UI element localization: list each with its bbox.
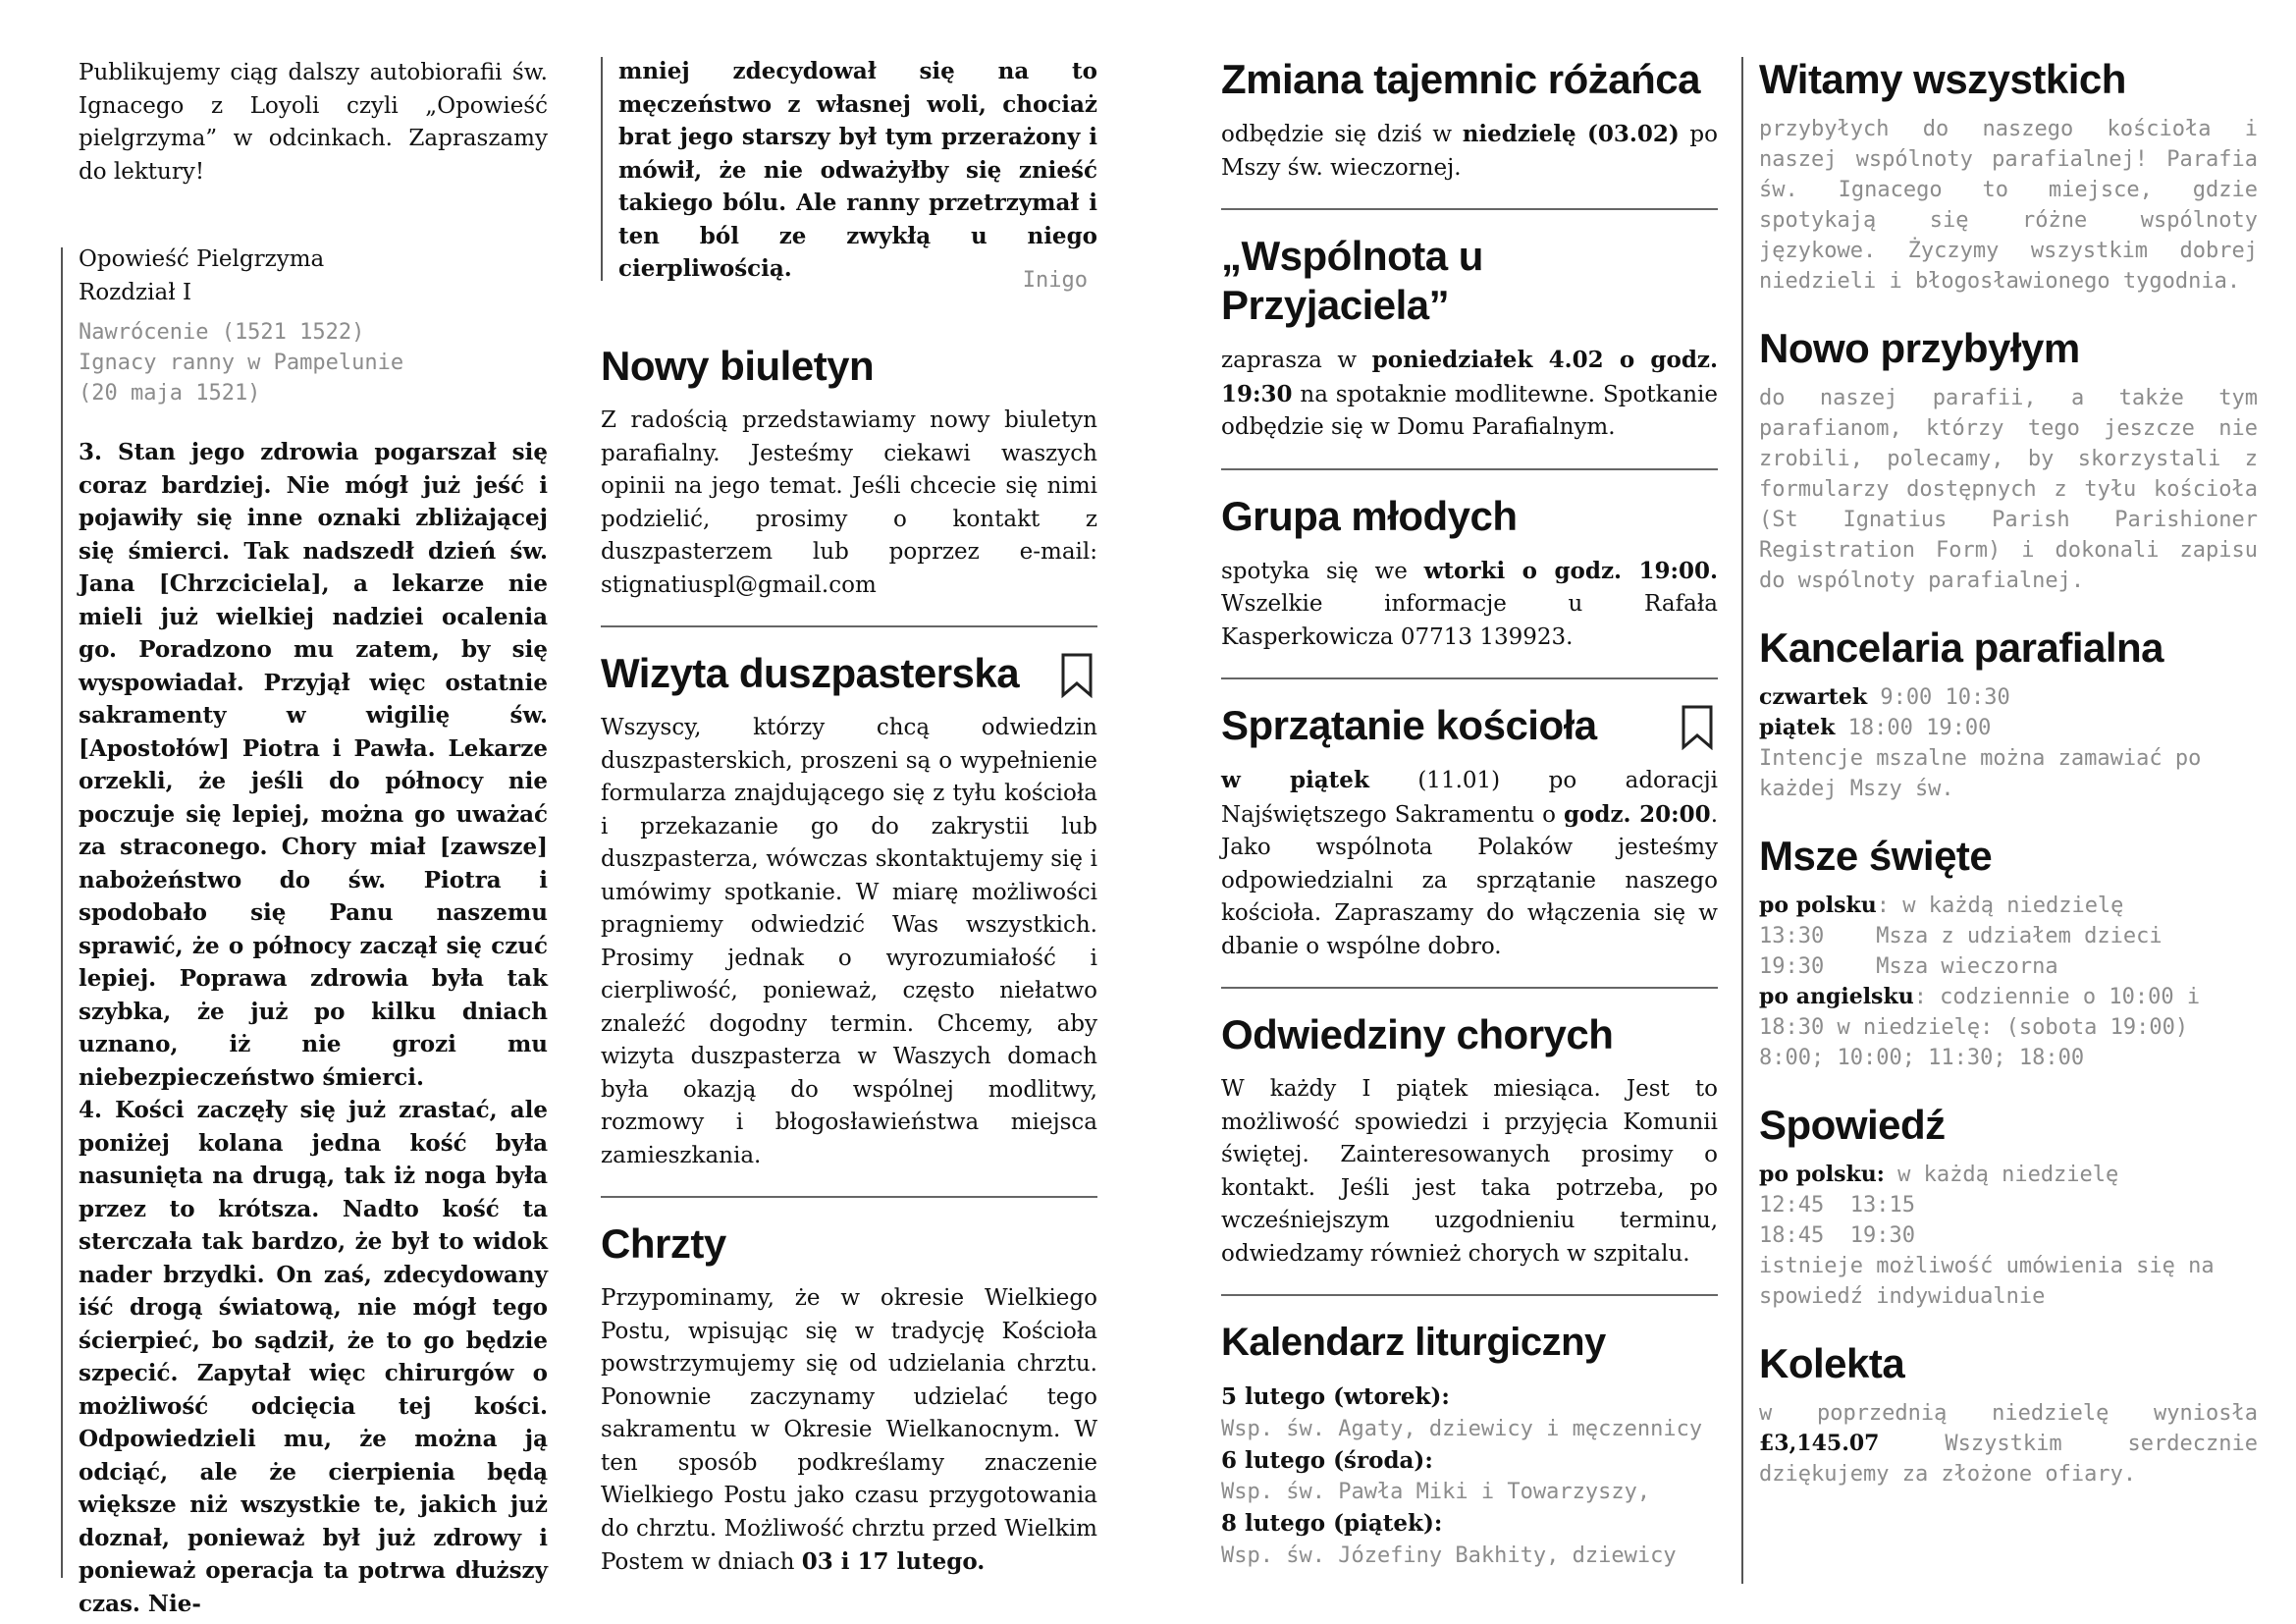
calendar-saint: Wsp. św. Agaty, dziewicy i męczennicy <box>1221 1416 1703 1441</box>
section-title-parish-office: Kancelaria parafialna <box>1759 624 2164 671</box>
paragraph-3: 3. Stan jego zdrowia pogarszał się coraz bardziej. Nie mógł już jeść i pojawiły się inne oznaki zbliżającej się śmierci. Tak nadszedł dzień św. Jana [Chrzciciela], a lekarze nie mieli już wielkiej nadziei ocalenia go. Poradzono mu zatem, by się wyspowiadał. Przyjął więc ostatnie sakramenty w wigilię św. [Apostołów] Piotra i Pawła. Lekarze orzekli, że jeśli do północy nie poczuje się lepiej, można go uważać za straconego. Chory miał [zawsze] nabożeństwo do św. Piotra i spodobało się Panu naszemu sprawić, że o północy zaczął się czuć lepiej. Poprawa zdrowia była tak szybka, że już po kilku dniach uznano, iż nie grozi mu niebezpieczeństwo śmierci. <box>79 439 548 1091</box>
section-title-masses: Msze święte <box>1759 833 1993 879</box>
section-title-church-cleaning: Sprzątanie kościoła <box>1221 701 1718 750</box>
section-body-pastoral-visit: Wszyscy, którzy chcą odwiedzin duszpasterskich, proszeni są o wypełnienie formularza znajdującego się z tyłu kościoła i przekazanie go do zakrystii lub duszpasterza, wówczas skontaktujemy się i umówimy spotkanie. W miarę możliwości pragniemy odwiedzić Was wszystkich. Prosimy jednak o wyrozumiałość i cierpliwość, ponieważ, często niełatwo znaleźć dogodny termin. Chcemy, aby wizyta duszpasterza w Waszych domach była okazją do wspólnej modlitwy, rozmowy i błogosławieństwa miejsca zamieszkania. <box>601 715 1097 1168</box>
divider <box>601 1196 1097 1198</box>
column-parish-info <box>1759 0 2258 1624</box>
section-title-visiting-sick: Odwiedziny chorych <box>1221 1011 1614 1057</box>
info-sections <box>1759 55 2258 1489</box>
section-body-church-cleaning: w piątek (11.01) po adoracji Najświętszego Sakramentu o godz. 20:00. Jako wspólnota Polaków jesteśmy odpowiedzialni za sprzątanie naszego kościoła. Zapraszamy do włączenia się w dbanie o wspólne dobro. <box>1221 767 1718 959</box>
section-title-new-bulletin: Nowy biuletyn <box>601 343 875 389</box>
mass-time: 13:30 Msza z udziałem dzieci <box>1759 924 2163 948</box>
bookmark-icon[interactable] <box>1060 653 1094 698</box>
office-day: piątek <box>1759 715 1836 740</box>
mass-time: 19:30 Msza wieczorna <box>1759 954 2058 979</box>
column-rule-left <box>61 247 63 1578</box>
section-body-welcome: przybyłych do naszego kościoła i naszej wspólnoty parafialnej! Parafia św. Ignacego to miejsce, gdzie spotykają się różne wspólnoty językowe. Życzymy wszystkim dobrej niedzieli i błogosławionego tygodnia. <box>1759 117 2258 294</box>
section-title-rosary: Zmiana tajemnic różańca <box>1221 56 1701 102</box>
column-autobiography <box>79 0 548 1624</box>
section-body-collection: w poprzednią niedzielę wyniosła £3,145.07 Wszystkim serdecznie dziękujemy za złożone ofiary. <box>1759 1401 2258 1487</box>
confession-schedule: po polsku: w każdą niedzielę 12:45 13:15 18:45 19:30 istnieje możliwość umówienia się na spowiedź indywidualnie <box>1759 1160 2258 1312</box>
column-rule-right <box>1741 57 1743 1584</box>
column-rule-inner <box>601 57 603 281</box>
section-title-confession: Spowiedź <box>1759 1102 1946 1148</box>
section-body-youth-group: spotyka się we wtorki o godz. 19:00. Wszelkie informacje u Rafała Kasperkowicza 07713 139923. <box>1221 557 1718 650</box>
calendar-list <box>1221 1380 1718 1571</box>
section-body-community: zaprasza w poniedziałek 4.02 o godz. 19:30 na spotaknie modlitewne. Spotkanie odbędzie się w Domu Parafialnym. <box>1221 347 1719 440</box>
story-text <box>79 436 548 1620</box>
story-continuation: mniej zdecydował się na to męczeństwo z własnej woli, chociaż brat jego starszy był tym przerażony i mówił, że nie odważyłby się znieść takiego bólu. Ale ranny przetrzymał i ten ból ze zwykłą u niego cierpliwością. <box>618 58 1097 282</box>
section-body-rosary: odbędzie się dziś w niedzielę (03.02) po Mszy św. wieczornej. <box>1221 121 1718 181</box>
story-subtitle-2: Ignacy ranny w Pampelunie <box>79 351 404 375</box>
office-note: Intencje mszalne można zamawiać po każdej Mszy św. <box>1759 746 2202 801</box>
office-day: czwartek <box>1759 684 1868 710</box>
section-title-youth-group: Grupa młodych <box>1221 492 1518 539</box>
section-body-visiting-sick: W każdy I piątek miesiąca. Jest to możliwość spowiedzi i przyjęcia Komunii świętej. Zainteresowanych prosimy o kontakt. Jeśli jest taka potrzeba, po wcześniejszym uzgodnieniu terminu, odwiedzamy również chorych w szpitalu. <box>1221 1076 1718 1267</box>
confession-note: istnieje możliwość umówienia się na spowiedź indywidualnie <box>1759 1254 2215 1309</box>
calendar-date: 8 lutego (piątek): <box>1221 1510 1443 1537</box>
confession-time: 12:45 13:15 <box>1759 1193 1915 1218</box>
story-subtitle-3: (20 maja 1521) <box>79 381 261 406</box>
chapter-label: Rozdział I <box>79 279 192 305</box>
bookmark-icon[interactable] <box>1681 705 1714 750</box>
section-title-baptisms: Chrzty <box>601 1220 726 1267</box>
column-news <box>601 0 1097 1624</box>
section-title-pastoral-visit: Wizyta duszpasterska <box>601 649 1097 698</box>
section-title-liturgical-calendar: Kalendarz liturgiczny <box>1221 1321 1606 1364</box>
mass-schedule: po polsku: w każdą niedzielę 13:30 Msza z udziałem dzieci 19:30 Msza wieczorna po angielsku: codziennie o 10:00 i 18:30 w niedzielę: (sobota 19:00) 8:00; 10:00; 11:30; 18:00 <box>1759 891 2258 1073</box>
divider <box>1221 1294 1718 1296</box>
calendar-saint: Wsp. św. Pawła Miki i Towarzyszy, <box>1221 1480 1651 1504</box>
mass-language: po polsku <box>1759 893 1877 918</box>
section-title-community: „Wspólnota u Przyjaciela” <box>1221 233 1483 328</box>
mass-language: po angielsku <box>1759 984 1914 1009</box>
confession-time: 18:45 19:30 <box>1759 1223 1915 1248</box>
divider <box>1221 677 1718 679</box>
column-announcements <box>1221 0 1718 1624</box>
divider <box>1221 468 1718 470</box>
story-subtitle-1: Nawrócenie (1521 1522) <box>79 320 365 345</box>
calendar-date: 6 lutego (środa): <box>1221 1446 1433 1474</box>
story-signature: Inigo <box>1022 268 1088 293</box>
section-title-collection: Kolekta <box>1759 1340 1905 1386</box>
divider <box>1221 987 1718 989</box>
divider <box>1221 208 1718 210</box>
section-title-welcome: Witamy wszystkich <box>1759 56 2126 102</box>
news-sections <box>601 342 1097 1580</box>
section-title-newcomers: Nowo przybyłym <box>1759 325 2080 371</box>
announcement-sections <box>1221 55 1718 1571</box>
office-hours: czwartek 9:00 10:30 piątek 18:00 19:00 Intencje mszalne można zamawiać po każdej Mszy św. <box>1759 682 2258 804</box>
calendar-saint: Wsp. św. Józefiny Bakhity, dziewicy <box>1221 1543 1677 1568</box>
section-body-newcomers: do naszej parafii, a także tym parafianom, którzy tego jeszcze nie zrobili, polecamy, by skorzystali z formularzy dostępnych z tyłu kościoła (St Ignatius Parish Parishioner Registration Form) i dokonali zapisu do wspólnoty parafialnej. <box>1759 386 2258 593</box>
confession-language: po polsku: <box>1759 1162 1885 1187</box>
section-body-new-bulletin: Z radością przedstawiamy nowy biuletyn parafialny. Jesteśmy ciekawi waszych opinii na jego temat. Jeśli chcecie się nimi podzielić, prosimy o kontakt z duszpasterzem lub poprzez e-mail: stignatiuspl@gmail.com <box>601 407 1097 598</box>
paragraph-4: 4. Kości zaczęły się już zrastać, ale poniżej kolana jedna kość była nasunięta na drugą, tak iż noga była przez to krótsza. Nadto kość ta sterczała tak bardzo, że był to widok nader brzydki. On zaś, zdecydowany iść drogą światową, nie mógł tego ścierpieć, bo sądził, że to go będzie szpecić. Zapytał więc chirurgów o możliwość odcięcia tej kości. Odpowiedzieli mu, że można ją odciąć, ale że cierpienia będą większe niż wszystkie te, jakich już doznał, ponieważ był już zdrowy i ponieważ operacja ta potrwa dłuższy czas. Nie- <box>79 1097 548 1617</box>
book-title: Opowieść Pielgrzyma <box>79 246 325 272</box>
section-body-baptisms: Przypominamy, że w okresie Wielkiego Postu, wpisując się w tradycję Kościoła powstrzymujemy się od udzielania chrztu. Ponownie zaczynamy udzielać tego sakramentu w Okresie Wielkanocnym. W ten sposób podkreślamy znaczenie Wielkiego Postu jako czasu przygotowania do chrztu. Możliwość chrztu przed Wielkim Postem w dniach 03 i 17 lutego. <box>601 1285 1097 1575</box>
story-header <box>79 244 548 408</box>
calendar-date: 5 lutego (wtorek): <box>1221 1383 1450 1410</box>
divider <box>601 625 1097 627</box>
intro-text: Publikujemy ciąg dalszy autobiorafii św. Ignacego z Loyoli czyli „Opowieść pielgrzyma” w odcinkach. Zapraszamy do lektury! <box>79 60 548 185</box>
